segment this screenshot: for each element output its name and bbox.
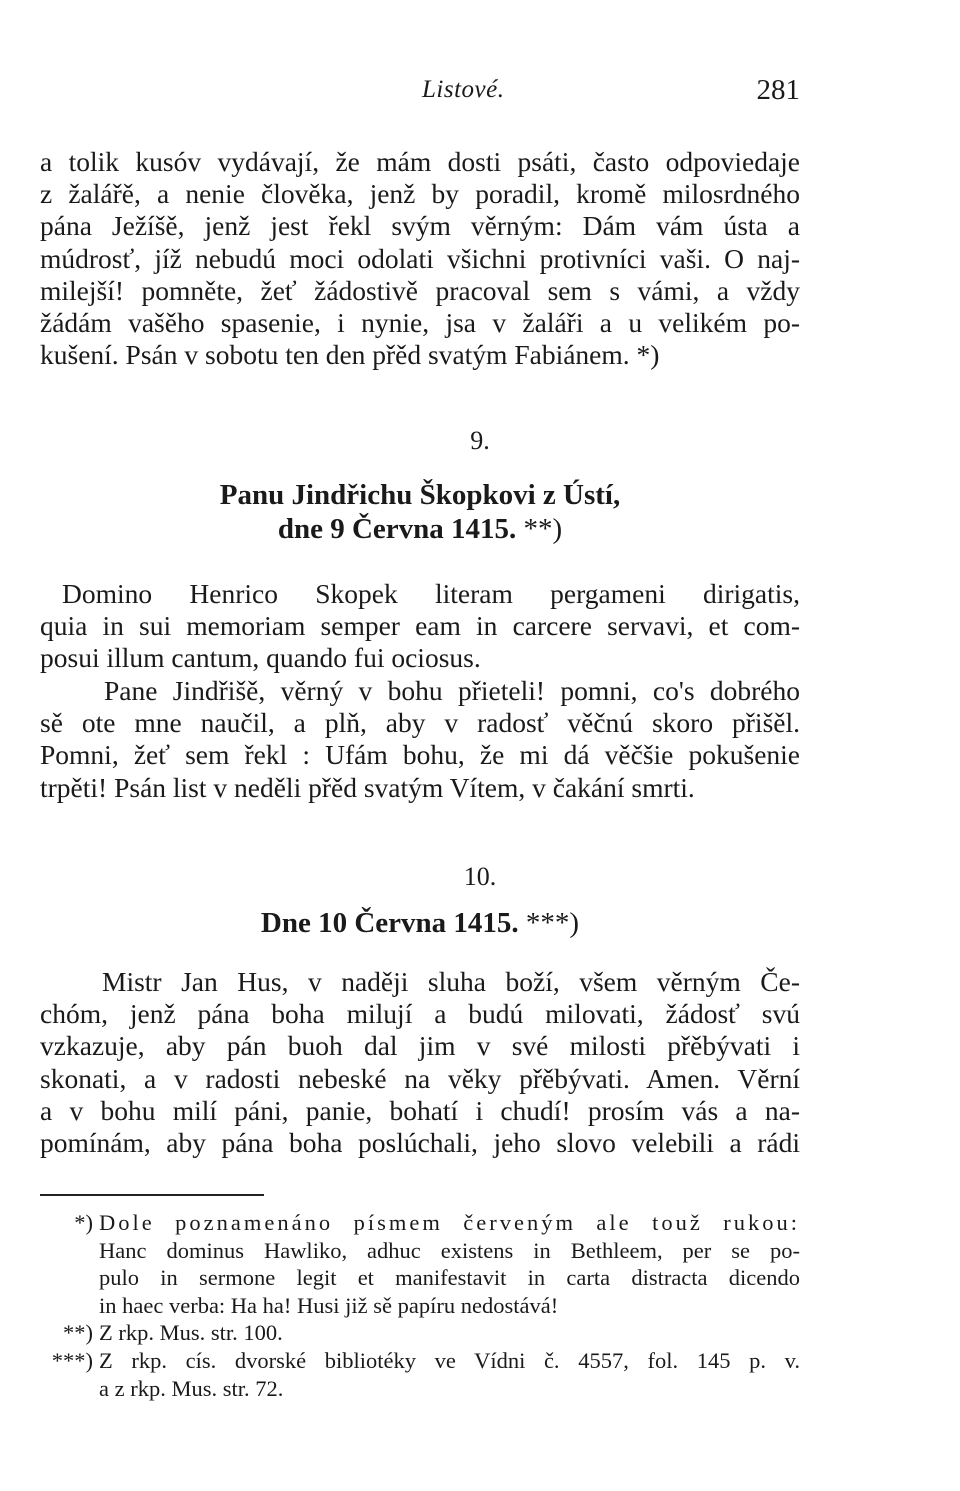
footnote	[40, 1209, 800, 1237]
footnote-line: Z rkp. cís. dvorské bibliotéky ve Vídni č. 4557, fol. 145 p. v.	[99, 1347, 800, 1373]
czech-paragraph	[40, 675, 800, 804]
text-line: milejší! pomněte, žeť žádostivě pracoval sem s vámi, a vždy	[40, 274, 800, 306]
letter-number: 10.	[463, 862, 497, 891]
footnote-mark: **)	[63, 1320, 93, 1346]
text-line: pána Ježíšě, jenž jest řekl svým věrným: Dám vám ústa a	[40, 210, 800, 242]
text-line: Mistr Jan Hus, v naději sluha boží, všem věrným Če-	[102, 966, 800, 997]
text-line: a v bohu milí páni, panie, bohatí i chudí! prosím vás a na-	[40, 1094, 800, 1126]
heading-line: Dne 10 Června 1415.	[260, 907, 519, 939]
heading-line: dne 9 Června 1415.	[277, 513, 517, 545]
footnote-ref: **)	[523, 513, 563, 545]
footnote-mark: ***)	[51, 1347, 93, 1373]
text-line: Domino Henrico Skopek literam pergameni dirigatis,	[62, 578, 800, 609]
text-line: z žalářě, a nenie člověka, jenž by poradil, kromě milosrdného	[40, 178, 800, 210]
heading-line: Panu Jindřichu Škopkovi z Ústí,	[219, 479, 621, 511]
footnote-line: a z rkp. Mus. str. 72.	[99, 1375, 284, 1401]
footnote	[40, 1347, 800, 1375]
footnote	[40, 1319, 800, 1347]
footnote-mark: *)	[74, 1210, 93, 1235]
text-line: pomínám, aby pána boha poslúchali, jeho slovo velebili a rádi	[40, 1127, 800, 1159]
text-line: quia in sui memoriam semper eam in carcere servavi, et com-	[40, 610, 800, 642]
paragraph-continuation	[40, 146, 800, 371]
text-line: sě ote mne naučil, a plň, aby v radosť věčnú skoro přišěl.	[40, 707, 800, 739]
text-line: trpěti! Psán list v neděli přěd svatým Vítem, v čakání smrti.	[40, 771, 695, 803]
footnote-ref: ***)	[525, 907, 580, 939]
text-line: žádám vašěho spasenie, i nynie, jsa v žaláři a u velikém po-	[40, 307, 800, 339]
footnote-line: Hanc dominus Hawliko, adhuc existens in Bethleem, per se po-	[99, 1237, 800, 1263]
text-line: chóm, jenž pána boha milují a budú milovati, žádosť svú	[40, 998, 800, 1030]
letter-heading	[40, 478, 800, 546]
text-line: múdrosť, jíž nebudú moci odolati všichni protivníci vaši. O naj-	[40, 242, 800, 274]
running-head	[40, 76, 800, 112]
page-number: 281	[756, 74, 800, 106]
text-line: posui illum cantum, quando fui ociosus.	[40, 642, 481, 674]
letter-paragraph	[40, 966, 800, 1159]
running-title: Listové.	[422, 76, 505, 103]
footnote-line: Dole poznamenáno písmem červeným ale touž rukou:	[99, 1210, 800, 1235]
text-line: vzkazuje, aby pán buoh dal jim v své milosti přěbývati i	[40, 1030, 800, 1062]
footnotes	[40, 1209, 800, 1402]
footnote-rule	[40, 1194, 264, 1196]
letter-number: 9.	[470, 426, 490, 455]
text-line: skonati, a v radosti nebeské na věky přěbývati. Amen. Věrní	[40, 1062, 800, 1094]
text-line: Pane Jindřišě, věrný v bohu přieteli! pomni, co's dobrého	[104, 675, 800, 706]
footnote-line: pulo in sermone legit et manifestavit in carta distracta dicendo	[99, 1265, 800, 1291]
text-line: Pomni, žeť sem řekl : Ufám bohu, že mi dá věčšie pokušenie	[40, 739, 800, 771]
letter-heading	[40, 906, 800, 940]
text-line: a tolik kusóv vydávají, že mám dosti psáti, často odpoviedaje	[40, 146, 800, 177]
latin-paragraph	[40, 578, 800, 675]
text-line: kušení. Psán v sobotu ten den přěd svatým Fabiánem. *)	[40, 339, 660, 371]
footnote-line: Z rkp. Mus. str. 100.	[99, 1320, 283, 1346]
footnote-line: in haec verba: Ha ha! Husi již sě papíru nedostává!	[99, 1292, 559, 1318]
